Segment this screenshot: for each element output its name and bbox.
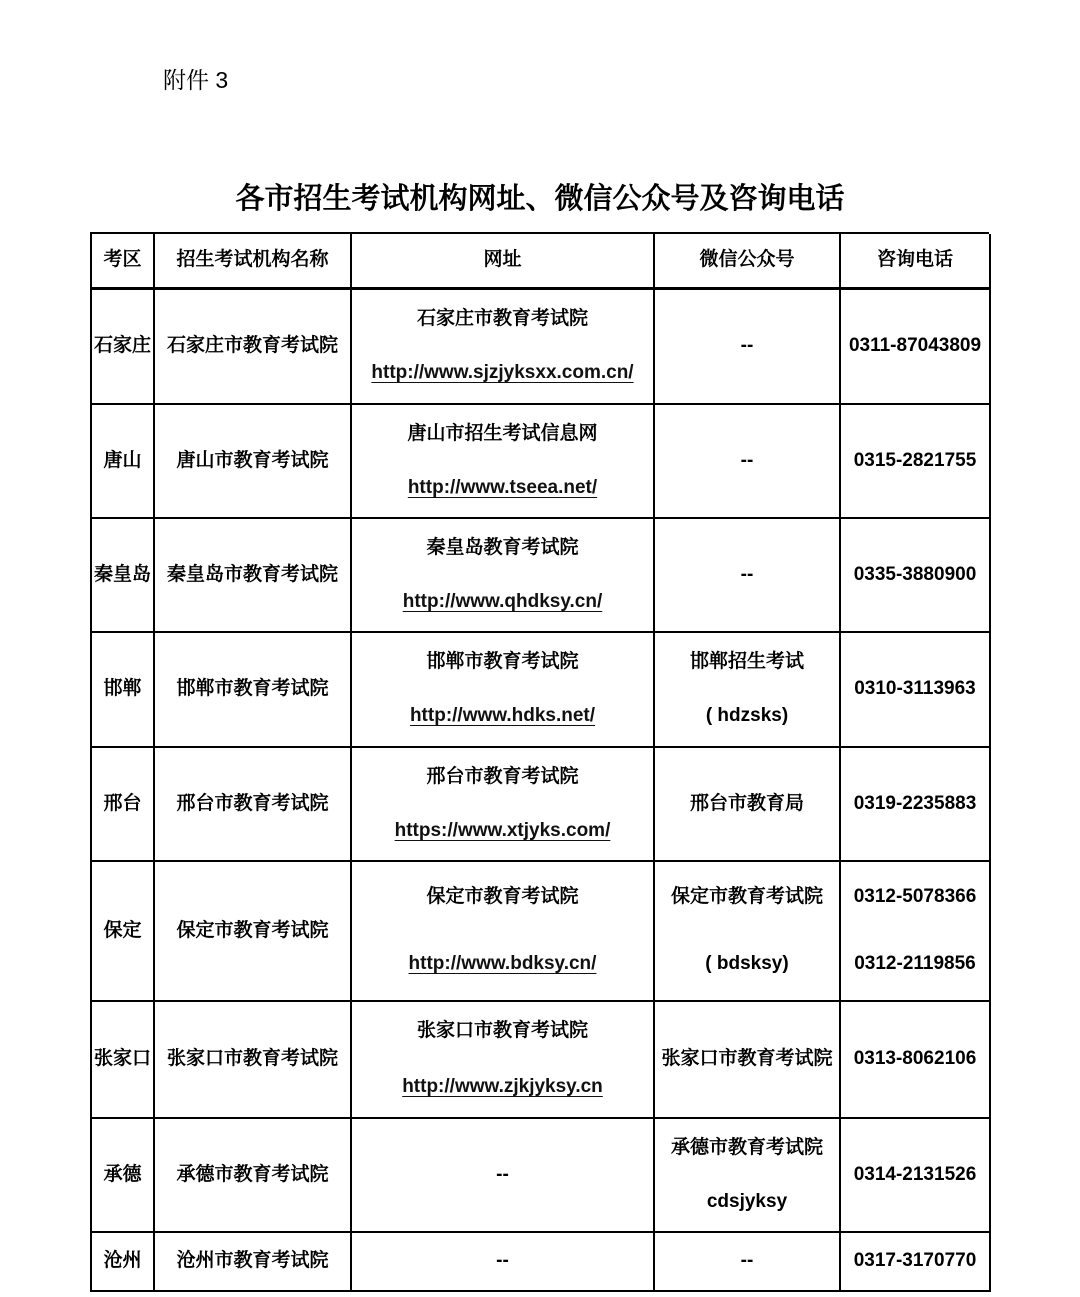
cell-wechat xyxy=(655,633,841,748)
cell-website xyxy=(352,519,655,633)
cell-wechat xyxy=(655,519,841,633)
wechat-line: ( hdzsks) xyxy=(705,705,789,727)
cell-wechat xyxy=(655,862,841,1002)
cell-website xyxy=(352,862,655,1002)
col-header-label: 招生考试机构名称 xyxy=(176,249,329,271)
col-header-label: 考区 xyxy=(103,249,142,271)
cell-phone xyxy=(841,862,991,1002)
cell-region xyxy=(92,405,155,519)
cell-phone xyxy=(841,748,991,862)
region-label: 沧州 xyxy=(103,1250,142,1272)
site-name-label: 邯郸市教育考试院 xyxy=(426,650,579,672)
org-name-label: 沧州市教育考试院 xyxy=(176,1250,329,1272)
cell-wechat xyxy=(655,1002,841,1119)
org-name-label: 唐山市教育考试院 xyxy=(176,449,329,471)
cell-org-name xyxy=(155,862,352,1002)
col-header-org xyxy=(155,234,352,290)
region-label: 保定 xyxy=(103,919,142,941)
org-name-label: 邯郸市教育考试院 xyxy=(176,678,329,700)
cell-region xyxy=(92,1119,155,1233)
col-header-label: 微信公众号 xyxy=(699,249,795,271)
org-name-label: 邢台市教育考试院 xyxy=(176,792,329,814)
wechat-line: cdsjyksy xyxy=(706,1190,788,1212)
site-url-link[interactable]: http://www.sjzjyksxx.com.cn/ xyxy=(371,362,634,384)
site-name-label: 邢台市教育考试院 xyxy=(426,765,579,787)
cell-region xyxy=(92,1233,155,1292)
phone-number: 0313-8062106 xyxy=(853,1048,977,1070)
cell-website xyxy=(352,290,655,405)
site-name-label: 张家口市教育考试院 xyxy=(416,1020,588,1042)
cell-region xyxy=(92,748,155,862)
site-url-link[interactable]: http://www.zjkjyksy.cn xyxy=(402,1075,603,1097)
region-label: 唐山 xyxy=(103,449,142,471)
cell-website xyxy=(352,748,655,862)
region-label: 秦皇岛 xyxy=(93,563,151,585)
org-name-label: 保定市教育考试院 xyxy=(176,919,329,941)
region-label: 邢台 xyxy=(103,792,142,814)
site-name-label: 秦皇岛教育考试院 xyxy=(426,536,579,558)
site-name-label: 保定市教育考试院 xyxy=(426,886,579,908)
wechat-line: -- xyxy=(740,1250,754,1272)
phone-number: 0312-5078366 xyxy=(853,886,977,908)
cell-phone xyxy=(841,1002,991,1119)
site-url-link[interactable]: https://www.xtjyks.com/ xyxy=(394,819,611,841)
site-placeholder-dash: -- xyxy=(496,1163,509,1185)
site-name-label: 石家庄市教育考试院 xyxy=(416,307,588,329)
region-label: 邯郸 xyxy=(103,678,142,700)
col-header-region xyxy=(92,234,155,290)
cell-region xyxy=(92,633,155,748)
wechat-line: ( bdsksy) xyxy=(705,953,789,975)
cell-region xyxy=(92,1002,155,1119)
cell-website xyxy=(352,633,655,748)
phone-number: 0312-2119856 xyxy=(854,953,976,975)
org-name-label: 石家庄市教育考试院 xyxy=(166,335,338,357)
cell-phone xyxy=(841,633,991,748)
cell-wechat xyxy=(655,748,841,862)
cell-region xyxy=(92,519,155,633)
site-placeholder-dash: -- xyxy=(496,1250,509,1272)
region-label: 石家庄 xyxy=(93,335,151,357)
phone-number: 0311-87043809 xyxy=(848,335,982,357)
wechat-line: 邢台市教育局 xyxy=(689,792,804,814)
cell-website xyxy=(352,1002,655,1119)
site-name-label: 唐山市招生考试信息网 xyxy=(407,422,598,444)
cell-wechat xyxy=(655,290,841,405)
phone-number: 0319-2235883 xyxy=(853,792,977,814)
site-url-link[interactable]: http://www.tseea.net/ xyxy=(407,476,598,498)
col-header-website xyxy=(352,234,655,290)
wechat-line: 承德市教育考试院 xyxy=(670,1136,823,1158)
cell-website xyxy=(352,1119,655,1233)
cell-wechat xyxy=(655,1119,841,1233)
attachment-label: 附件 3 xyxy=(163,67,229,93)
col-header-label: 咨询电话 xyxy=(876,249,953,271)
wechat-line: -- xyxy=(740,449,754,471)
site-url-link[interactable]: http://www.qhdksy.cn/ xyxy=(402,590,603,612)
page-title: 各市招生考试机构网址、微信公众号及咨询电话 xyxy=(235,183,845,215)
wechat-line: 邯郸招生考试 xyxy=(689,650,804,672)
site-url-link[interactable]: http://www.hdks.net/ xyxy=(409,705,596,727)
cell-org-name xyxy=(155,633,352,748)
phone-number: 0310-3113963 xyxy=(854,678,976,700)
cell-org-name xyxy=(155,290,352,405)
cell-phone xyxy=(841,1119,991,1233)
site-url-link[interactable]: http://www.bdksy.cn/ xyxy=(408,953,597,975)
wechat-line: 张家口市教育考试院 xyxy=(661,1048,833,1070)
cell-phone xyxy=(841,1233,991,1292)
cell-org-name xyxy=(155,1002,352,1119)
cell-org-name xyxy=(155,1119,352,1233)
exam-institutions-table xyxy=(90,232,989,1292)
phone-number: 0315-2821755 xyxy=(853,449,977,471)
cell-org-name xyxy=(155,1233,352,1292)
wechat-line: 保定市教育考试院 xyxy=(670,886,823,908)
org-name-label: 承德市教育考试院 xyxy=(176,1163,329,1185)
cell-website xyxy=(352,405,655,519)
cell-region xyxy=(92,862,155,1002)
cell-org-name xyxy=(155,519,352,633)
region-label: 承德 xyxy=(103,1163,142,1185)
region-label: 张家口 xyxy=(93,1048,151,1070)
cell-region xyxy=(92,290,155,405)
org-name-label: 张家口市教育考试院 xyxy=(166,1048,338,1070)
col-header-label: 网址 xyxy=(483,249,522,271)
col-header-phone xyxy=(841,234,991,290)
cell-phone xyxy=(841,519,991,633)
wechat-line: -- xyxy=(740,563,754,585)
cell-wechat xyxy=(655,405,841,519)
cell-org-name xyxy=(155,405,352,519)
org-name-label: 秦皇岛市教育考试院 xyxy=(166,563,338,585)
phone-number: 0314-2131526 xyxy=(853,1163,977,1185)
cell-wechat xyxy=(655,1233,841,1292)
cell-org-name xyxy=(155,748,352,862)
cell-phone xyxy=(841,290,991,405)
cell-phone xyxy=(841,405,991,519)
cell-website xyxy=(352,1233,655,1292)
wechat-line: -- xyxy=(740,335,754,357)
col-header-wechat xyxy=(655,234,841,290)
phone-number: 0317-3170770 xyxy=(853,1250,977,1272)
phone-number: 0335-3880900 xyxy=(853,563,977,585)
